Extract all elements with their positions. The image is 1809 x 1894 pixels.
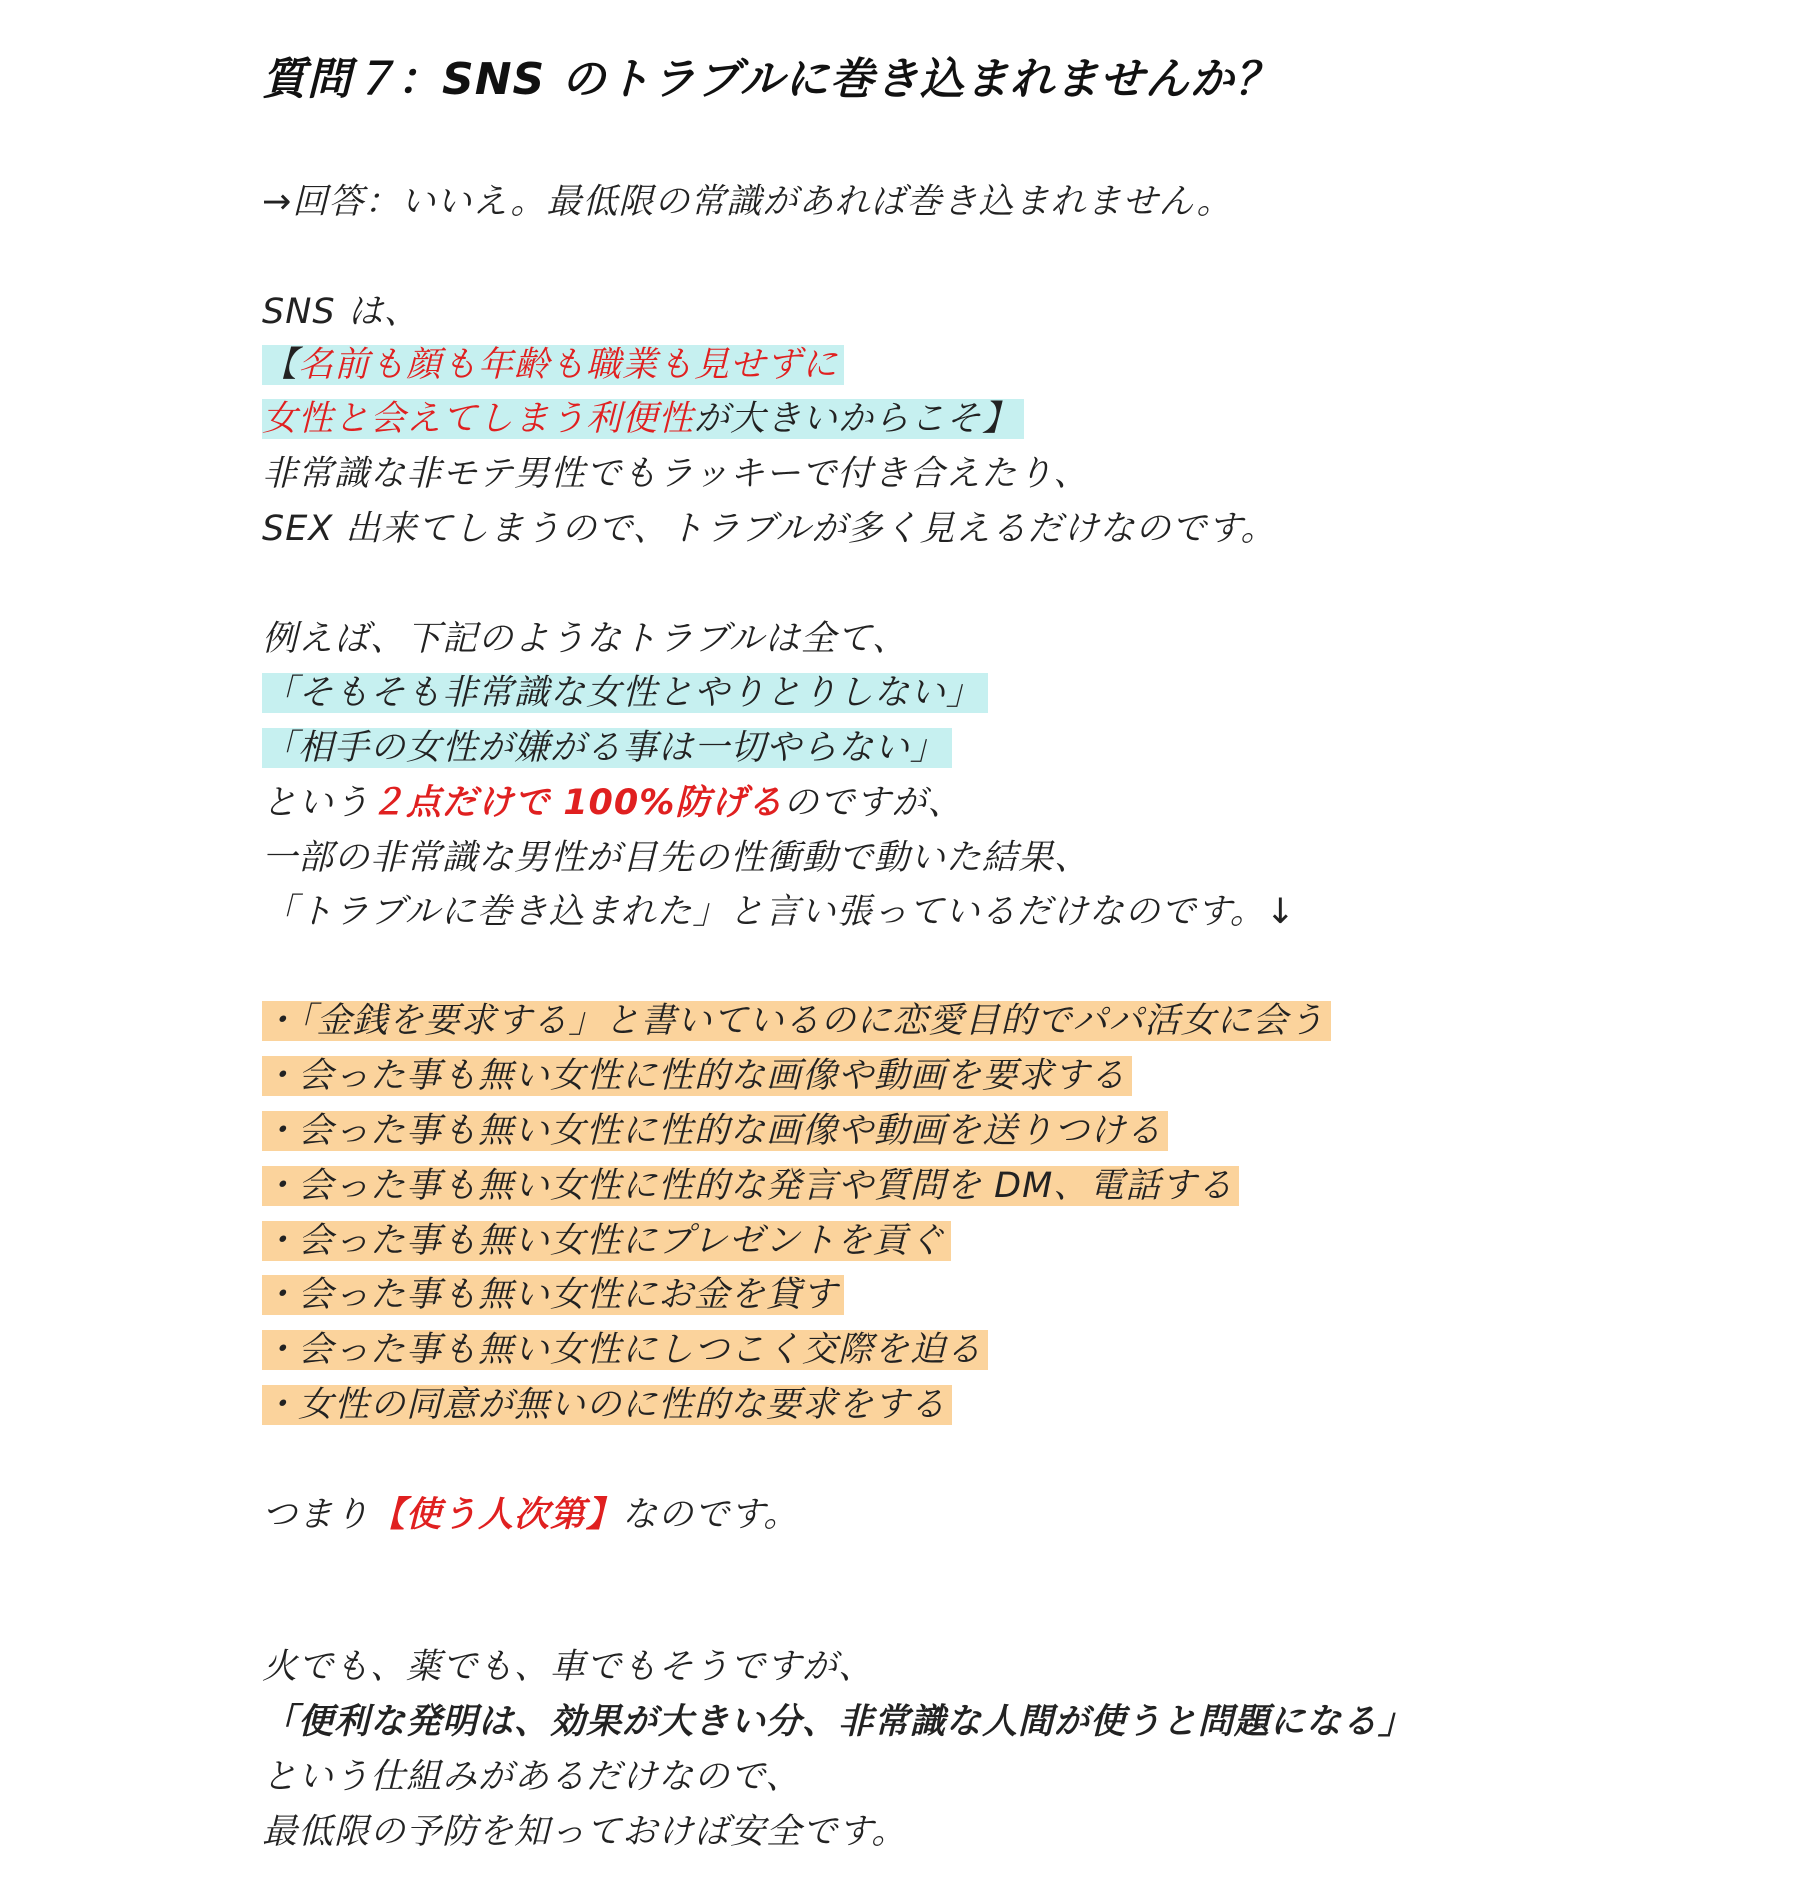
para3-line-1: 火でも、薬でも、車でもそうですが、 [262, 1647, 875, 1687]
orange-highlight: ・女性の同意が無いのに性的な要求をする [262, 1385, 952, 1425]
cyan-highlight: 「相手の女性が嫌がる事は一切やらない」 [262, 728, 952, 768]
para2-quote-2 [262, 726, 952, 770]
cyan-highlight [262, 399, 1024, 439]
para1-highlight-line-1 [262, 343, 844, 387]
answer-line: →回答：いいえ。最低限の常識があれば巻き込まれません。 [262, 182, 1233, 222]
para2-line-6: 「トラブルに巻き込まれた」と言い張っているだけなのです。↓ [262, 892, 1297, 932]
text-pre: という [262, 783, 371, 823]
para2-line-4 [262, 781, 963, 825]
para1-highlight-line-2 [262, 397, 1024, 441]
para2-quote-1 [262, 671, 988, 715]
para3-line-4: 最低限の予防を知っておけば安全です。 [262, 1812, 908, 1852]
para2-intro: 例えば、下記のようなトラブルは全て、 [262, 619, 908, 659]
orange-highlight: ・会った事も無い女性に性的な画像や動画を要求する [262, 1056, 1132, 1096]
para3-line-3: という仕組みがあるだけなので、 [262, 1757, 802, 1797]
cyan-highlight: 「そもそも非常識な女性とやりとりしない」 [262, 673, 988, 713]
red-bold-emphasis: ２点だけで 100%防げる [370, 783, 784, 823]
conclusion-line [262, 1493, 799, 1537]
red-emphasis: 名前も顔も年齢も職業も見せずに [298, 345, 839, 385]
list-item [262, 1164, 1239, 1208]
para3-bold-quote: 「便利な発明は、効果が大きい分、非常識な人間が使うと問題になる」 [262, 1702, 1415, 1742]
red-bold-emphasis: 【使う人次第】 [370, 1495, 623, 1535]
cyan-highlight [262, 345, 844, 385]
list-item [262, 1054, 1132, 1098]
red-emphasis: 女性と会えてしまう利便性 [262, 399, 695, 439]
orange-highlight: ・会った事も無い女性に性的な発言や質問を DM、電話する [262, 1166, 1239, 1206]
text-post: なのです。 [622, 1495, 800, 1535]
para2-line-5: 一部の非常識な男性が目先の性衝動で動いた結果、 [262, 838, 1091, 878]
orange-highlight: ・会った事も無い女性にプレゼントを貢ぐ [262, 1221, 951, 1261]
open-bracket: 【 [262, 345, 299, 385]
orange-highlight: ・会った事も無い女性に性的な画像や動画を送りつける [262, 1111, 1168, 1151]
page-title: 質問７：SNS のトラブルに巻き込まれませんか？ [262, 54, 1280, 105]
highlight-rest: が大きいからこそ】 [694, 399, 1019, 439]
list-item [262, 1109, 1168, 1153]
orange-highlight: ・会った事も無い女性にお金を貸す [262, 1275, 844, 1315]
list-item [262, 1219, 951, 1263]
para1-line-3: 非常識な非モテ男性でもラッキーで付き合えたり、 [262, 454, 1090, 494]
orange-highlight: ・会った事も無い女性にしつこく交際を迫る [262, 1330, 988, 1370]
para1-intro: SNS は、 [262, 292, 420, 332]
text-pre: つまり [262, 1495, 371, 1535]
orange-highlight: ・「金銭を要求する」と書いているのに恋愛目的でパパ活女に会う [262, 1001, 1331, 1041]
list-item [262, 1273, 844, 1317]
list-item [262, 1328, 988, 1372]
para1-line-4: SEX 出来てしまうので、トラブルが多く見えるだけなのです。 [262, 509, 1277, 549]
list-item [262, 1383, 952, 1427]
text-post: のですが、 [783, 783, 964, 823]
list-item [262, 999, 1331, 1043]
